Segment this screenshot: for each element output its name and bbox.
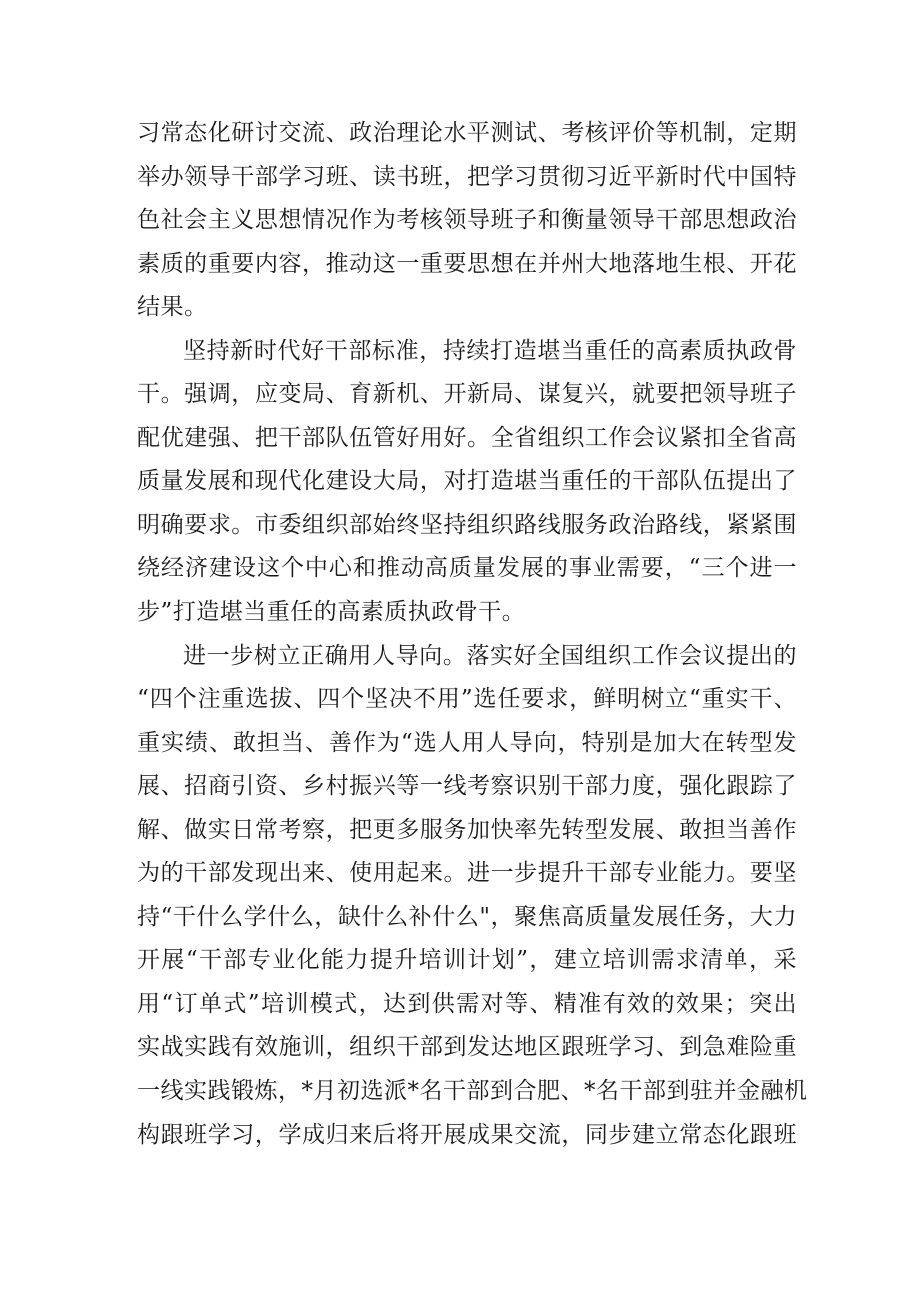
text-line: 进一步树立正确用人导向。落实好全国组织工作会议提出的: [183, 642, 797, 669]
text-line: 色社会主义思想情况作为考核领导班子和衡量领导干部思想政治: [137, 207, 797, 234]
text-line: 展、招商引资、乡村振兴等一线考察识别干部力度，强化跟踪了: [137, 773, 797, 800]
text-line: 实战实践有效施训，组织干部到发达地区跟班学习、到急难险重: [137, 1034, 797, 1061]
paragraph-1: [137, 112, 797, 330]
text-line: “四个注重选拔、四个坚决不用”选任要求，鲜明树立“重实干、: [137, 686, 797, 713]
text-line: 重实绩、敢担当、善作为“选人用人导向，特别是加大在转型发: [137, 729, 797, 756]
text-line: 一线实践锻炼，*月初选派*名干部到合肥、*名干部到驻并金融机: [137, 1078, 808, 1105]
text-line: 习常态化研讨交流、政治理论水平测试、考核评价等机制，定期: [137, 120, 797, 146]
text-line: 绕经济建设这个中心和推动高质量发展的事业需要，“三个进一: [137, 555, 797, 582]
text-line: 步”打造堪当重任的高素质执政骨干。: [137, 599, 526, 626]
text-line: 坚持新时代好干部标准，持续打造堪当重任的高素质执政骨: [183, 337, 797, 364]
text-line: 用“订单式”培训模式，达到供需对等、精准有效的效果；突出: [137, 990, 797, 1017]
text-line: 构跟班学习，学成归来后将开展成果交流，同步建立常态化跟班: [137, 1121, 797, 1148]
text-line: 举办领导干部学习班、读书班，把学习贯彻习近平新时代中国特: [137, 163, 797, 190]
text-line: 干。强调，应变局、育新机、开新局、谋复兴，就要把领导班子: [137, 381, 797, 408]
text-line: 素质的重要内容，推动这一重要思想在并州大地落地生根、开花: [137, 250, 797, 277]
text-line: 解、做实日常考察，把更多服务加快率先转型发展、敢担当善作: [137, 816, 797, 843]
text-line: 为的干部发现出来、使用起来。进一步提升干部专业能力。要坚: [137, 860, 797, 887]
text-line: 质量发展和现代化建设大局，对打造堪当重任的干部队伍提出了: [137, 468, 797, 495]
text-line: 结果。: [137, 294, 208, 321]
paragraph-3: [137, 635, 808, 1158]
paragraph-2: [137, 330, 797, 635]
text-line: 持“干什么学什么，缺什么补什么"，聚焦高质量发展任务，大力: [137, 903, 797, 930]
text-line: 配优建强、把干部队伍管好用好。全省组织工作会议紧扣全省高: [137, 424, 797, 451]
document-body: [137, 112, 808, 1157]
text-line: 开展“干部专业化能力提升培训计划”，建立培训需求清单，采: [137, 947, 797, 974]
text-line: 明确要求。市委组织部始终坚持组织路线服务政治路线，紧紧围: [137, 511, 797, 538]
